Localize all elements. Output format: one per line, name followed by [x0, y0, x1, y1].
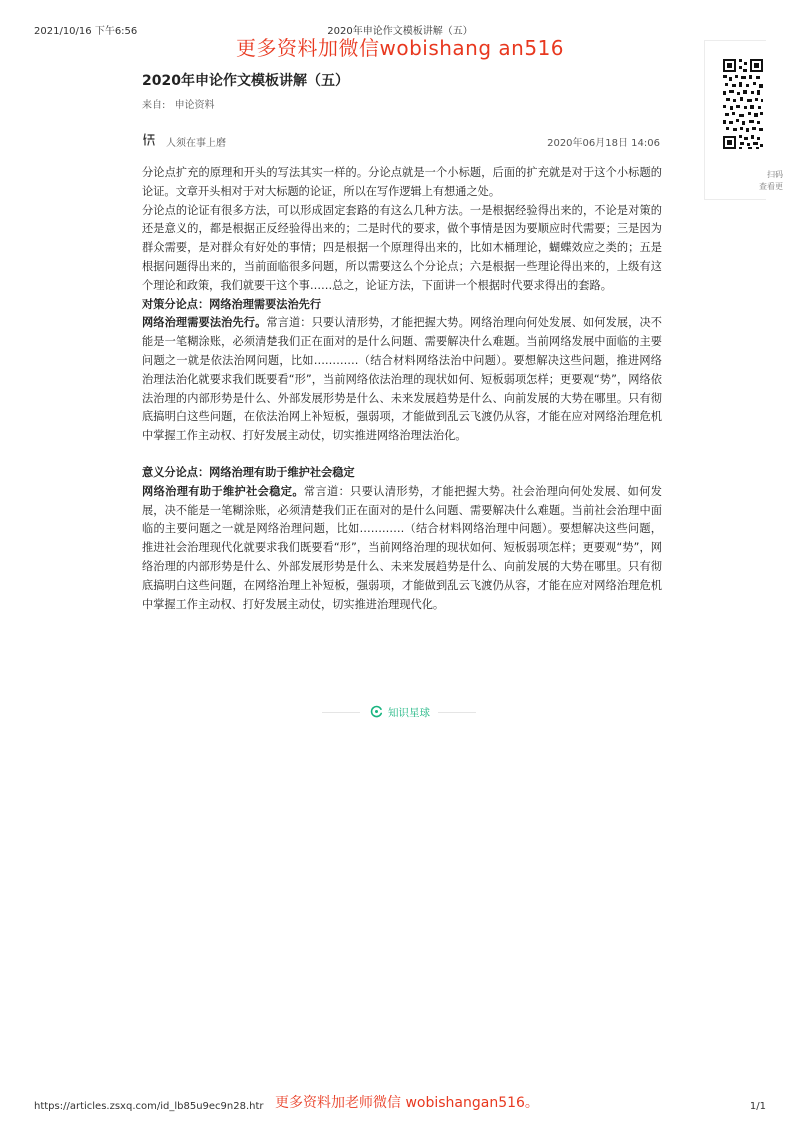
paragraph-3-body: 常言道：只要认清形势，才能把握大势。网络治理向何处发展、如何发展，决不能是一笔糊涂账，必须清楚我们正在面对的是什么问题、需要解决什么难题。当前网络发展中面临的主要问题之一就是依法治网问题，比如…………（结合材料网络法治中问题）。要想解决这些问题，推进网络治理法治化就要求我们既要看“形”，当前网络依法治理的现状如何、短板弱项怎样；更要观“势”，网络依法治理的内部形势是什么、外部发展形势是什么、未来发展趋势是什么、向前发展的大势在哪里。只有彻底搞明白这些问题，在依法治网上补短板，强弱项，才能做到乱云飞渡仍从容，才能在应对网络治理危机中掌握工作主动权、打好发展主动仗，切实推进网络治理法治化。: [142, 316, 662, 443]
footer-brand[interactable]: 知识星球: [388, 707, 430, 719]
article-title: 2020年申论作文模板讲解（五）: [142, 73, 349, 89]
print-header-datetime: 2021/10/16 下午6:56: [34, 26, 138, 37]
section-gap: [142, 446, 662, 464]
paragraph-4-lead: 网络治理有助于维护社会稳定。: [142, 484, 304, 498]
qr-code-icon: [721, 57, 765, 151]
print-header-title: 2020年申论作文模板讲解（五）: [327, 26, 473, 37]
post-time: 2020年06月18日 14:06: [547, 138, 660, 149]
watermark-top: 更多资料加微信wobishang an516: [235, 36, 565, 60]
author-avatar-icon[interactable]: [142, 133, 156, 146]
paragraph-3: [142, 314, 662, 446]
source-label: 来自:: [142, 100, 166, 111]
author-name[interactable]: 人须在事上磨: [166, 138, 226, 149]
section-heading-1: 对策分论点：网络治理需要法治先行: [142, 297, 322, 311]
paragraph-2: 分论点的论证有很多方法，可以形成固定套路的有这么几种方法。一是根据经验得出来的，不论是对策的还是意义的，都是根据正反经验得出来的；二是时代的要求，做个事情是因为要顺应时代需要；三是因为群众需要，是对群众有好处的事情；四是根据一个原理得出来的，比如木桶理论，蝴蝶效应之类的；五是根据问题得出来的，当前面临很多问题，所以需要这么个分论点；六是根据一些理论得出来的，上级有这个理论和政策，我们就要干这个事……总之，论证方法，下面讲一个根据时代要求得出的套路。: [142, 203, 662, 292]
paragraph-4: [142, 483, 662, 615]
page-number: 1/1: [749, 1101, 766, 1112]
paragraph-4-body: 常言道：只要认清形势，才能把握大势。社会治理向何处发展、如何发展，决不能是一笔糊涂账，必须清楚我们正在面对的是什么问题、需要解决什么难题。当前社会治理中面临的主要问题之一就是网络治理问题，比如…………（结合材料网络治理中问题）。要想解决这些问题，推进社会治理现代化就要求我们既要看“形”，当前网络治理的现状如何、短板弱项怎样；更要观“势”，网络治理的内部形势是什么、外部发展形势是什么、未来发展趋势是什么、向前发展的大势在哪里。只有彻底搞明白这些问题，在网络治理上补短板，强弱项，才能做到乱云飞渡仍从容，才能在应对网络治理危机中掌握工作主动权、打好发展主动仗，切实推进治理现代化。: [142, 484, 662, 611]
author-row: [142, 132, 660, 148]
article-content: [142, 164, 662, 614]
source-name[interactable]: 申论资料: [174, 100, 215, 111]
footer-divider-right: [438, 712, 476, 713]
qr-caption-more: 查看更: [759, 182, 783, 191]
qr-caption-scan: 扫码: [767, 170, 783, 179]
paragraph-1: 分论点扩充的原理和开头的写法其实一样的。分论点就是一个小标题，后面的扩充就是对于这个小标题的论证。文章开头相对于对大标题的论证，所以在写作逻辑上有想通之处。: [142, 166, 662, 198]
zsxq-logo-icon: [370, 705, 383, 718]
qr-panel: [704, 40, 783, 200]
watermark-bottom: 更多资料加老师微信 wobishangan516。: [275, 1095, 539, 1111]
print-url: https://articles.zsxq.com/id_lb85u9ec9n28.htr: [34, 1101, 264, 1112]
footer-divider-left: [322, 712, 360, 713]
paragraph-3-lead: 网络治理需要法治先行。: [142, 316, 267, 330]
article-source: [142, 96, 221, 111]
section-heading-2: 意义分论点：网络治理有助于维护社会稳定: [142, 465, 355, 479]
